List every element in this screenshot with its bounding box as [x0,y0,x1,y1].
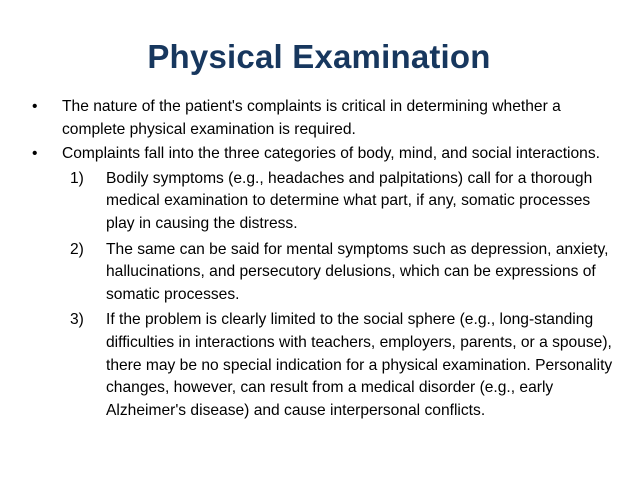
bullet-item [30,96,620,141]
item-number: 3) [70,311,84,329]
bullet-item [30,143,620,166]
item-number: 1) [70,169,84,187]
bullet-text: The nature of the patient's complaints is critical in determining whether a complete physical examination is required. [62,98,561,138]
item-text: The same can be said for mental symptoms such as depression, anxiety, hallucinations, and persecutory delusions, which can be expressions of somatic processes. [106,240,609,303]
slide-content [30,96,620,425]
numbered-item [30,168,620,236]
item-text: If the problem is clearly limited to the social sphere (e.g., long-standing difficulties in interactions with teachers, employers, parents, or a spouse), there may be no special indication for a physical examination. Personality changes, however, can result from a medical disorder (e.g., early Alzheimer's disease) and cause interpersonal conflicts. [106,311,613,419]
numbered-list [30,168,620,423]
slide-title: Physical Examination [147,38,491,75]
item-text: Bodily symptoms (e.g., headaches and palpitations) call for a thorough medical examination to determine what part, if any, somatic processes play in causing the distress. [106,169,593,232]
bullet-marker: • [32,145,38,163]
bullet-marker: • [32,98,38,115]
numbered-item [30,239,620,307]
bullet-text: Complaints fall into the three categories of body, mind, and social interactions. [62,145,600,163]
numbered-item [30,309,620,422]
item-number: 2) [70,240,84,258]
